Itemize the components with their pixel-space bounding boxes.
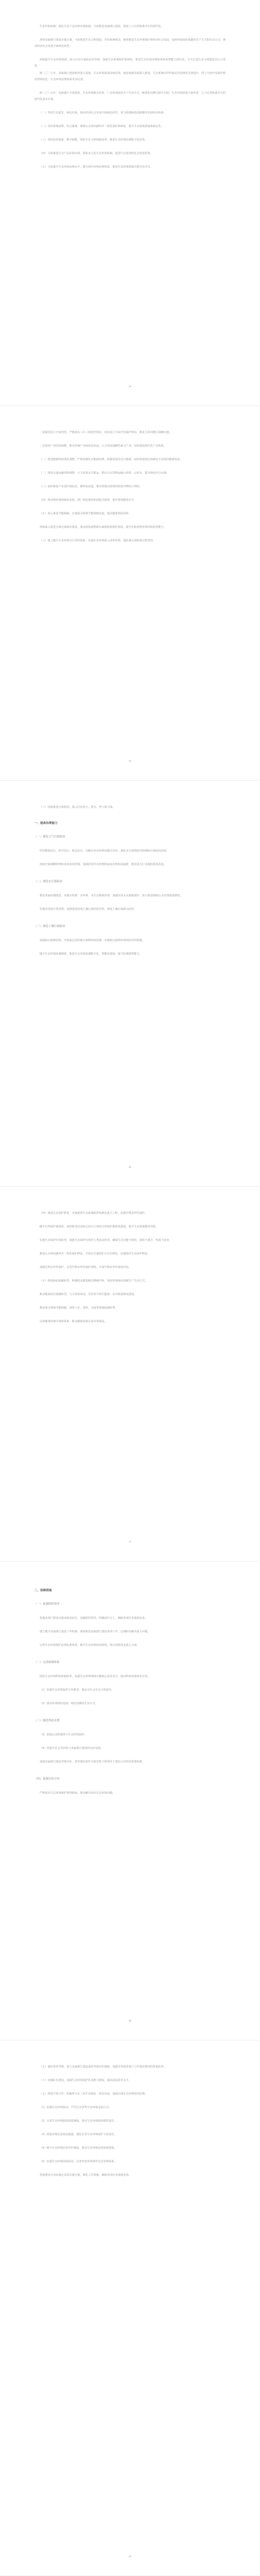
paragraph: 健全生态环境监测网络，推进生态环境监测数字化、智能化建设，提升监测预警能力。 — [40, 953, 142, 956]
paragraph: 到二〇三五年，美丽浙江全面建成，生态环境根本好转，广泛形成绿色生产生活方式，碳排放达峰后稳中有降，生态环境质量全面改善，人与自然和谐共生的现代化基本实现。 — [34, 92, 226, 101]
paragraph: 实施生态保护红线监管，加强生态保护红线内人类活动监管，确保生态功能不降低、面积不减少、性质不改变。 — [40, 1239, 172, 1242]
document-page — [0, 781, 260, 1187]
document-page — [0, 1187, 260, 1562]
paragraph: 推进山水林田湖草沙一体化保护修复，开展历史遗留矿山生态修复，加强海洋生态保护修复。 — [40, 1252, 150, 1256]
paragraph: （四）推动城乡建设绿色发展，推广绿色建筑和装配式建筑，提升建筑能效水平。 — [40, 499, 137, 502]
paragraph: 建立健全美丽浙江建设工作机制，统筹推进美丽浙江建设各项工作，定期研究解决重大问题。 — [40, 1630, 150, 1634]
section-subheading: （二）深化水污染防治 — [34, 880, 62, 883]
paragraph: 一是强化国土空间管控。严格落实三区三线管控要求，优化国土空间开发保护格局，推进主体功能区战略实施。 — [40, 431, 172, 435]
paragraph: （四）全面推进生态产品价值实现，探索多元化生态补偿机制，促进生态优势转化为发展优势。 — [40, 152, 153, 156]
paragraph: （六）建立健全生态环境分区管控体系，实施生态环境准入清单管理，强化源头预防和过程管控。 — [40, 539, 156, 543]
section-heading: 二、保障措施 — [34, 1589, 52, 1592]
paragraph: （三）坚持改革创新、数字赋能，深化生态文明体制改革，推进生态环境治理数字化转型。 — [40, 138, 148, 142]
paragraph: （四）推进生态保护修复，实施重要生态系统保护和修复重大工程，加强生物多样性保护。 — [40, 1212, 148, 1215]
paragraph: （五）推进绿色低碳转型，积极稳妥推进碳达峰碳中和，加快形成绿色低碳生产生活方式。 — [40, 1279, 148, 1283]
paragraph: （2）推动形成简约适度、绿色低碳的生活方式。 — [40, 1702, 98, 1706]
section-subheading: （一）加强组织领导 — [34, 1603, 60, 1606]
paragraph: 二是加快产业结构调整。推动传统产业绿色化改造，大力发展战略性新兴产业，加快建设现代化产业体系。 — [40, 445, 166, 448]
paragraph: （二）推进交通运输结构调整，大力发展多式联运，推动大宗货物运输公转铁、公转水，提升绿色出行比例。 — [40, 472, 170, 475]
document-page — [0, 1562, 260, 2040]
paragraph: 坚持精准治污、科学治污、依法治污，以解决突出环境问题为导向，强化多污染物协同控制和区域协同治理。 — [40, 849, 170, 853]
paragraph: 生态价值转换，深化生态产品价值实现机制，全面推进美丽浙江建设，建设人与自然和谐共生的现代化。 — [40, 25, 164, 29]
section-subheading: （四）加强宣传引导 — [34, 1778, 60, 1781]
paragraph: 各地各部门要切实提高政治站位，加强组织领导，明确责任分工，确保各项任务落到实处。 — [40, 1617, 148, 1620]
paragraph: （三）加快推进产业园区绿色化、循环化改造，推动资源高效利用和废弃物综合利用。 — [40, 485, 142, 489]
paragraph: 到二〇二七年，美丽浙江建设取得重大进展，生态环境质量持续改善，绿色低碳发展深入推进，生态系统多样性稳定性持续性显著提升，国土空间开发保护格局得到优化，生态环境治理体系更加完善。 — [34, 72, 226, 82]
section-subheading: （二）完善政策体系 — [34, 1661, 60, 1664]
paragraph: （1）加强生态环境执法，严厉打击各类生态环境违法行为。 — [40, 2106, 112, 2110]
paragraph: （三）持续推进污染防治，深入打好蓝天、碧水、净土保卫战。 — [40, 806, 115, 809]
paragraph: （1）加强生态环境保护宣传教育，提高全社会生态文明意识。 — [40, 1689, 114, 1692]
paragraph: （二）坚持系统治理、综合施策，统筹山水林田湖草沙一体化保护和修复，提升生态系统质量和稳定性。 — [40, 125, 164, 129]
paragraph: （五）强化督查考核，建立美丽浙江建设成效考核评价制度，加强对各地各部门工作落实情况的督促检查。 — [40, 2065, 166, 2069]
section-subheading: （三）强化科技支撑 — [34, 1719, 60, 1722]
paragraph: 完善生态环境保护法规标准体系，健全生态环境经济政策，加大财政资金投入力度。 — [40, 1644, 139, 1647]
paragraph: 持续深入推进全域无废城市建设，推动固体废物源头减量和资源化利用，提升危险废物环境风险防控能力。 — [40, 526, 166, 529]
document-page — [0, 2040, 260, 2576]
paragraph: 实施农用地分类管理，加强建设用地土壤污染风险管控，推进土壤污染源头防控。 — [40, 908, 137, 911]
page-number: -5- — [128, 760, 132, 763]
paragraph: （一）坚持生态优先、绿色发展，推动经济社会发展全面绿色转型，着力构建绿色低碳循环发展经济体系。 — [40, 111, 166, 115]
paragraph: （一）推进能源结构优化调整，严格控制化石能源消费，积极发展非化石能源，加快构建清洁低碳安全高效的能源体系。 — [40, 458, 183, 462]
page-number: -7- — [128, 1541, 132, 1544]
paragraph: （3）推进环境信息依法披露，强化企业生态环境保护主体责任。 — [40, 2133, 117, 2137]
document-page — [0, 0, 260, 406]
paragraph: （4）营造全社会共同参与美丽浙江建设的良好氛围。 — [40, 1747, 103, 1750]
page-number: -6- — [128, 1166, 132, 1169]
paragraph: （七）推进开放合作，积极参与长三角生态绿色一体化发展，加强区域生态环境协同治理。 — [40, 2092, 148, 2096]
paragraph: 持续开展细颗粒物和臭氧协同控制，加强挥发性有机物和氮氧化物协同减排，推进重点行业超低排放改造。 — [40, 863, 166, 867]
paragraph: 各地要结合实际制定具体实施方案，细化工作措施，确保各项任务落地见效。 — [40, 2174, 132, 2177]
page-number: -9- — [128, 2555, 132, 2558]
paragraph: 加强美丽浙江建设考核评价，将考核结果作为领导班子和领导干部综合评价的重要依据。 — [40, 1760, 145, 1764]
paragraph: 持续提升生态环境质量，深入打好污染防治攻坚战，加强生态系统保护和修复，推进生态环境治理体系和治理能力现代化，全力打造生态文明建设先行示范省。 — [34, 58, 226, 68]
section-subheading: （一）深化大气污染防治 — [34, 835, 66, 839]
paragraph: （六）加强队伍建设，加强生态环境保护队伍能力建设，提高执法监管水平。 — [40, 2079, 132, 2083]
paragraph: 完善碳排放统计核算体系，推动碳排放权交易市场建设。 — [40, 1320, 107, 1324]
paragraph: 推动能源清洁低碳转型，大力发展风电、光伏等可再生能源，有序推进核电建设。 — [40, 1293, 137, 1297]
document-page — [0, 406, 260, 781]
page-number: -8- — [128, 2020, 132, 2023]
paragraph: 严格落实生态环境保护督察制度，推动解决突出生态环境问题。 — [40, 1792, 115, 1795]
page-number: -4- — [128, 385, 132, 388]
paragraph: （五）深入推进节能降碳，实施重点领域节能降碳改造，提高能源利用效率。 — [40, 512, 132, 516]
paragraph: （4）健全生态环境信用评价制度，推动生态环境信用体系建设。 — [40, 2147, 117, 2150]
section-heading: 一、提高治理能力 — [34, 822, 58, 825]
section-subheading: （三）深化土壤污染防治 — [34, 925, 66, 928]
paragraph: 深化生态环境科技体制改革，加强生态环境领域关键核心技术攻关，推动科技成果转化应用。 — [40, 1675, 150, 1679]
paragraph: （2）完善生态环境损害赔偿制度，落实生态环境损害赔偿责任。 — [40, 2120, 117, 2123]
paragraph: （3）鼓励公众积极参与生态环境保护。 — [40, 1733, 87, 1737]
paragraph: 加快美丽浙江建设实施方案，全面推进生态文明建设，坚持系统观念，统筹推进生态环境保护和经济社会发展，加快形成绿色低碳的生产方式和生活方式，推动经济社会发展全面绿色转型。 — [34, 39, 226, 48]
paragraph: （五）全面提升生态环境治理水平，健全现代环境治理体系，推进生态环境领域共建共治共享。 — [40, 166, 153, 169]
paragraph: 推进重点领域节能降碳，加快工业、建筑、交通等领域低碳转型。 — [40, 1306, 118, 1310]
paragraph: （5）加强生态环境风险防范，完善突发环境事件应急管理体系。 — [40, 2160, 117, 2164]
paragraph: 推进美丽河湖建设，实施水资源、水环境、水生态统筹治理，加强饮用水水源地保护，深入推进城镇污水处理提质增效。 — [40, 894, 183, 898]
paragraph: 健全自然保护地体系，加快推进以国家公园为主体的自然保护地体系建设，提升生态系统服务功能。 — [40, 1225, 159, 1229]
paragraph: 加强新污染物治理，开展重点管控新污染物调查监测，实施新污染物环境风险管控措施。 — [40, 939, 145, 943]
paragraph: 加强生物多样性保护，完善生物多样性保护网络，开展生物多样性调查评估。 — [40, 1266, 132, 1270]
